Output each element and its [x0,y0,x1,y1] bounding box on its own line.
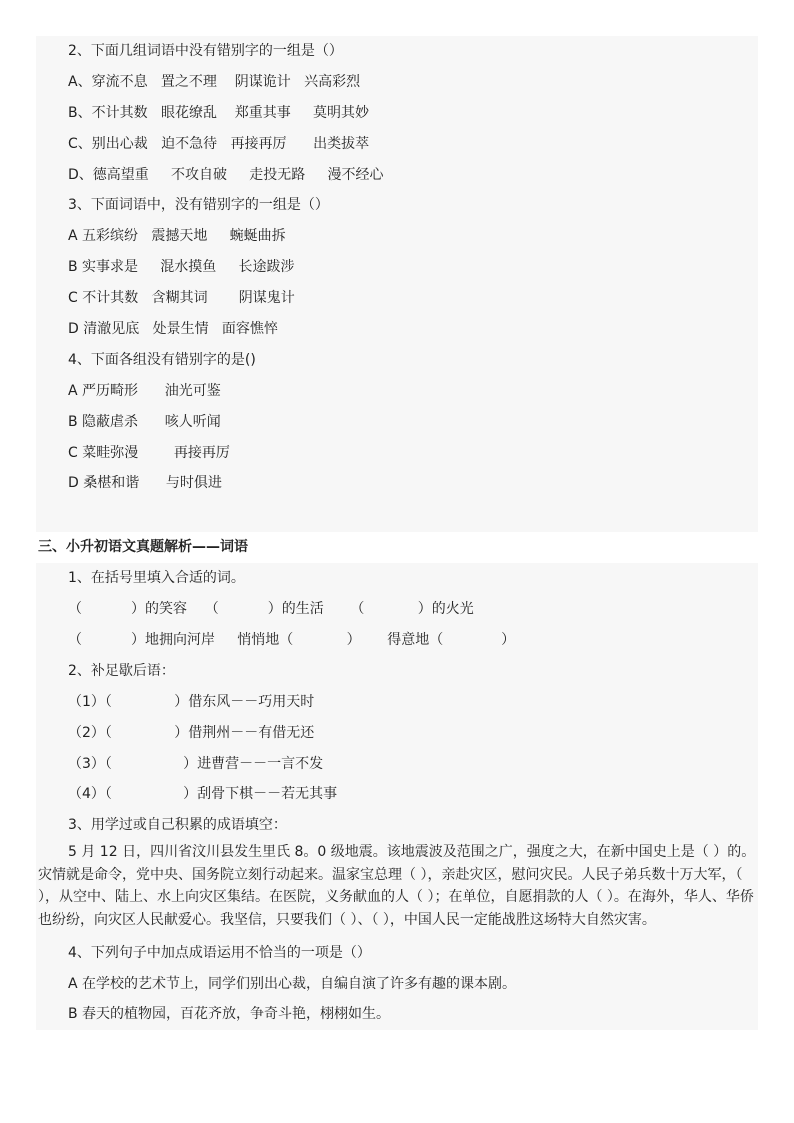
question-4-title: 4、下面各组没有错别字的是() [68,351,256,368]
question-4-option-d: D 桑椹和谐 与时俱进 [68,475,222,492]
question-3-option-a: A 五彩缤纷 震撼天地 蜿蜒曲拆 [68,228,286,245]
question-2-title: 2、下面几组词语中没有错别字的一组是（） [68,43,343,59]
document-page [36,36,758,1030]
question-3-option-b: B 实事求是 混水摸鱼 长途跋涉 [68,259,295,276]
q2-item-4: （4）（ ）刮骨下棋－－若无其事 [68,786,338,803]
question-3-title: 3、下面词语中，没有错别字的一组是（） [68,197,329,214]
question-4-option-c: C 菜畦弥漫 再接再厉 [68,444,230,461]
q1-title: 1、在括号里填入合适的词。 [68,570,245,587]
q1-blank-line-1: （ ）的笑容 （ ）的生活 （ ）的火光 [68,601,474,618]
q4-option-b: B 春天的植物园，百花齐放，争奇斗艳，栩栩如生。 [68,1006,391,1023]
question-2-option-a: A、穿流不息 置之不理 阴谋诡计 兴高彩烈 [68,73,361,90]
q2-title: 2、补足歇后语： [68,662,175,679]
section-3-block [36,563,758,1030]
question-2-option-b: B、不计其数 眼花缭乱 郑重其事 莫明其妙 [68,104,370,121]
q4-option-a: A 在学校的艺术节上，同学们别出心裁，自编自演了许多有趣的课本剧。 [68,975,517,992]
question-4-option-b: B 隐蔽虐杀 咳人听闻 [68,413,221,430]
question-4-option-a: A 严历畸形 油光可鉴 [68,382,221,399]
q2-item-1: （1）（ ）借东风－－巧用天时 [68,693,315,710]
q3-title: 3、用学过或自己积累的成语填空： [68,817,287,834]
question-3-option-d: D 清澈见底 处景生情 面容憔悴 [68,321,278,338]
section-heading: 三、小升初语文真题解析——词语 [36,532,758,563]
question-2-option-d: D、德高望重 不攻自破 走投无路 漫不经心 [68,166,384,183]
q4-title: 4、下列句子中加点成语运用不恰当的一项是（） [68,944,371,961]
q1-blank-line-2: （ ）地拥向河岸 悄悄地（ ） 得意地（ ） [68,632,516,649]
q3-paragraph: 5 月 12 日，四川省汶川县发生里氏 8。0 级地震。该地震波及范围之广，强度之大，在新中国史上是（ ）的。灾情就是命令，党中央、国务院立刻行动起来。温家宝总理（ ），亲赴灾区，慰问灾民。人民子弟兵数十万大军，（ ），从空中、陆上、水上向灾区集结。在医院，义务献血的人（ ）；在单位，自愿捐款的人（ ）。在海外，华人、华侨也纷纷，向灾区人民献爱心。我坚信，只要我们（ ）、（ ），中国人民一定能战胜这场特大自然灾害。 [38,844,756,929]
question-3-option-c: C 不计其数 含糊其词 阴谋鬼计 [68,290,295,307]
q2-item-3: （3）（ ）进曹营－－一言不发 [68,755,324,772]
q2-item-2: （2）（ ）借荆州－－有借无还 [68,724,315,741]
spacer [36,499,758,528]
question-2-option-c: C、别出心裁 迫不急待 再接再厉 出类拔萃 [68,135,370,152]
question-block-2-4 [36,36,758,532]
